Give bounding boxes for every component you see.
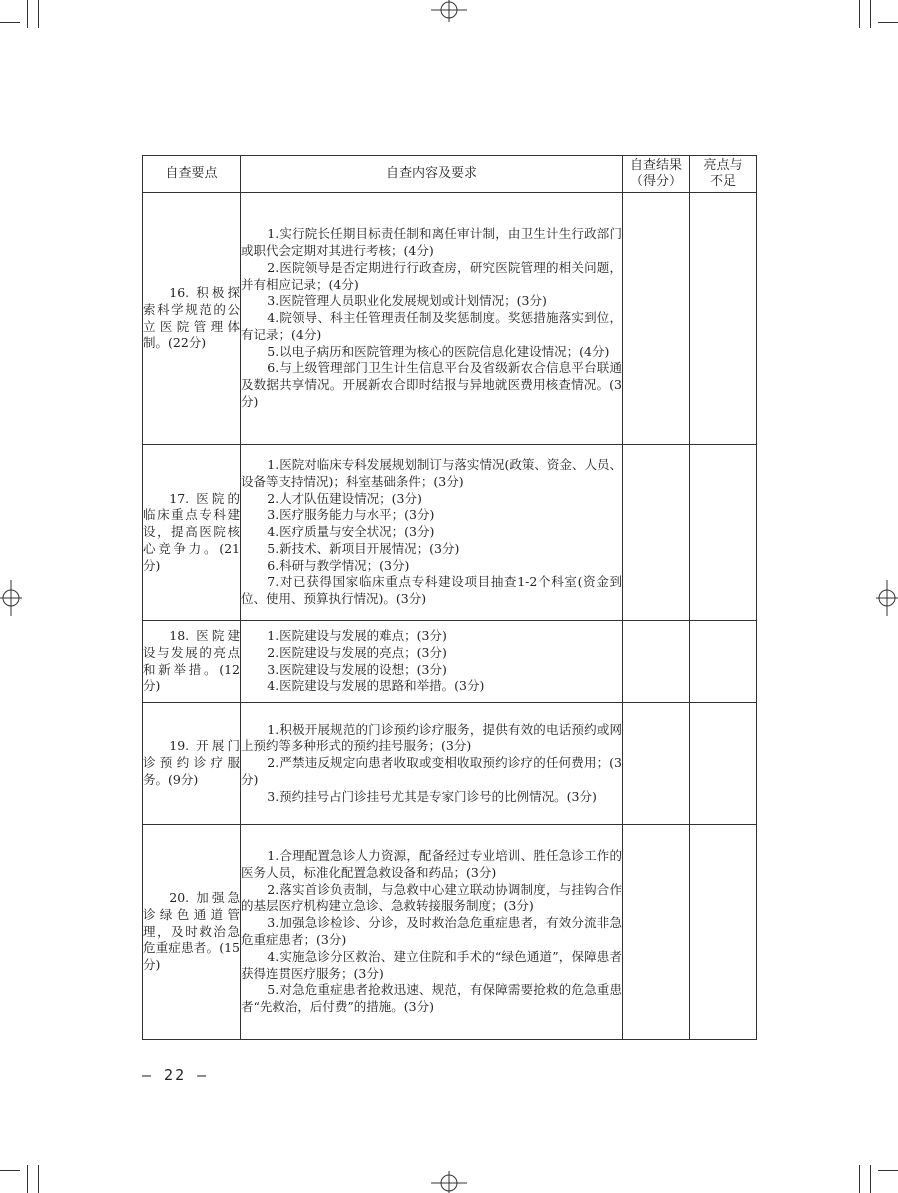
crop-mark bbox=[878, 22, 898, 23]
content-cell bbox=[241, 621, 623, 703]
point-cell bbox=[143, 445, 241, 621]
list-item: 2.医院建设与发展的亮点；(3分) bbox=[267, 644, 447, 660]
crop-mark bbox=[27, 0, 28, 28]
list-item: 2.严禁违反规定向患者收取或变相收取预约诊疗的任何费用；(3分) bbox=[241, 755, 622, 787]
header-highlight bbox=[690, 156, 757, 193]
crop-mark bbox=[0, 22, 20, 23]
table-row bbox=[143, 445, 757, 621]
content-cell bbox=[241, 445, 623, 621]
list-item: 1.合理配置急诊人力资源，配备经过专业培训、胜任急诊工作的医务人员，标准化配置急救设备和药品；(3分) bbox=[241, 848, 622, 880]
list-item: 3.医院建设与发展的设想；(3分) bbox=[267, 661, 447, 677]
list-item: 4.医院建设与发展的思路和举措。(3分) bbox=[267, 678, 485, 694]
highlight-cell[interactable] bbox=[690, 825, 757, 1040]
highlight-cell[interactable] bbox=[690, 703, 757, 825]
header-highlight-line: 亮点与 bbox=[703, 158, 743, 173]
result-cell[interactable] bbox=[623, 703, 690, 825]
highlight-cell[interactable] bbox=[690, 621, 757, 703]
list-item: 1.医院建设与发展的难点；(3分) bbox=[267, 627, 447, 643]
point-cell bbox=[143, 193, 241, 445]
list-item: 5.以电子病历和医院管理为核心的医院信息化建设情况；(4分) bbox=[267, 343, 610, 359]
result-cell[interactable] bbox=[623, 825, 690, 1040]
list-item: 2.医院领导是否定期进行行政查房，研究医院管理的相关问题，并有相应记录；(4分) bbox=[241, 259, 622, 292]
crop-mark bbox=[38, 1165, 39, 1193]
page-number: – 22 – bbox=[142, 1066, 209, 1084]
crop-mark bbox=[0, 1170, 20, 1171]
header-result-line: 自查结果 bbox=[629, 158, 682, 173]
list-item: 6.与上级管理部门卫生计生信息平台及省级新农合信息平台联通及数据共享情况。开展新农合即时结报与异地就医费用核查情况。(3分) bbox=[241, 360, 622, 410]
crop-mark bbox=[27, 1165, 28, 1193]
list-item: 1.实行院长任期目标责任制和离任审计制，由卫生计生行政部门或职代会定期对其进行考核；(4分) bbox=[241, 226, 622, 258]
list-item: 4.实施急诊分区救治、建立住院和手术的“绿色通道”，保障患者获得连贯医疗服务；(3分) bbox=[241, 948, 622, 981]
list-item: 3.加强急诊检诊、分诊，及时救治急危重症患者，有效分流非急危重症患者；(3分) bbox=[241, 915, 622, 947]
crop-mark bbox=[859, 1165, 860, 1193]
table-row bbox=[143, 703, 757, 825]
table-row bbox=[143, 825, 757, 1040]
content-cell bbox=[241, 703, 623, 825]
point-text: 16. 积极探索科学规范的公立医院管理体制。(22分) bbox=[143, 284, 240, 351]
registration-mark-icon bbox=[429, 0, 469, 24]
content-cell bbox=[241, 193, 623, 445]
list-item: 2.人才队伍建设情况；(3分) bbox=[267, 490, 422, 506]
point-text: 17. 医院的临床重点专科建设，提高医院核心竞争力。(21分) bbox=[143, 490, 240, 573]
result-cell[interactable] bbox=[623, 445, 690, 621]
registration-mark-icon bbox=[0, 578, 24, 618]
list-item: 2.落实首诊负责制，与急救中心建立联动协调制度，与挂钩合作的基层医疗机构建立急诊、急救转接服务制度；(3分) bbox=[241, 881, 622, 914]
crop-mark bbox=[870, 1165, 871, 1193]
list-item: 5.新技术、新项目开展情况；(3分) bbox=[267, 540, 460, 556]
point-text: 18. 医院建设与发展的亮点和新举措。(12分) bbox=[143, 627, 240, 694]
registration-mark-icon bbox=[874, 578, 898, 618]
header-highlight-line: 不足 bbox=[709, 174, 736, 189]
crop-mark bbox=[878, 1170, 898, 1171]
header-point: 自查要点 bbox=[143, 156, 241, 193]
header-content: 自查内容及要求 bbox=[241, 156, 623, 193]
point-cell bbox=[143, 825, 241, 1040]
table-row bbox=[143, 193, 757, 445]
list-item: 4.院领导、科主任管理责任制及奖惩制度。奖惩措施落实到位，有记录；(4分) bbox=[241, 310, 622, 342]
header-result-line: （得分） bbox=[629, 174, 682, 189]
self-inspection-table bbox=[142, 155, 757, 1040]
crop-mark bbox=[870, 0, 871, 28]
content-cell bbox=[241, 825, 623, 1040]
result-cell[interactable] bbox=[623, 193, 690, 445]
list-item: 7.对已获得国家临床重点专科建设项目抽查1-2个科室(资金到位、使用、预算执行情况)。(3分) bbox=[241, 574, 622, 607]
table-row bbox=[143, 621, 757, 703]
highlight-cell[interactable] bbox=[690, 193, 757, 445]
highlight-cell[interactable] bbox=[690, 445, 757, 621]
list-item: 4.医疗质量与安全状况；(3分) bbox=[267, 524, 435, 540]
point-text: 19. 开展门诊预约诊疗服务。(9分) bbox=[143, 738, 240, 787]
list-item: 3.预约挂号占门诊挂号尤其是专家门诊号的比例情况。(3分) bbox=[267, 788, 597, 804]
point-text: 20. 加强急诊绿色通道管理，及时救治急危重症患者。(15分) bbox=[143, 890, 240, 973]
crop-mark bbox=[38, 0, 39, 28]
list-item: 5.对急危重症患者抢救迅速、规范，有保障需要抢救的危急重患者“先救治，后付费”的措施。(3分) bbox=[241, 982, 622, 1015]
result-cell[interactable] bbox=[623, 621, 690, 703]
point-cell bbox=[143, 703, 241, 825]
list-item: 3.医院管理人员职业化发展规划或计划情况；(3分) bbox=[267, 293, 547, 309]
table-header-row bbox=[143, 156, 757, 193]
point-cell bbox=[143, 621, 241, 703]
list-item: 6.科研与教学情况；(3分) bbox=[267, 557, 410, 573]
registration-mark-icon bbox=[429, 1169, 469, 1193]
header-result bbox=[623, 156, 690, 193]
crop-mark bbox=[859, 0, 860, 28]
list-item: 1.医院对临床专科发展规划制订与落实情况(政策、资金、人员、设备等支持情况)；科室基础条件；(3分) bbox=[241, 456, 622, 489]
list-item: 1.积极开展规范的门诊预约诊疗服务，提供有效的电话预约或网上预约等多种形式的预约挂号服务；(3分) bbox=[241, 721, 622, 754]
list-item: 3.医疗服务能力与水平；(3分) bbox=[267, 507, 435, 523]
